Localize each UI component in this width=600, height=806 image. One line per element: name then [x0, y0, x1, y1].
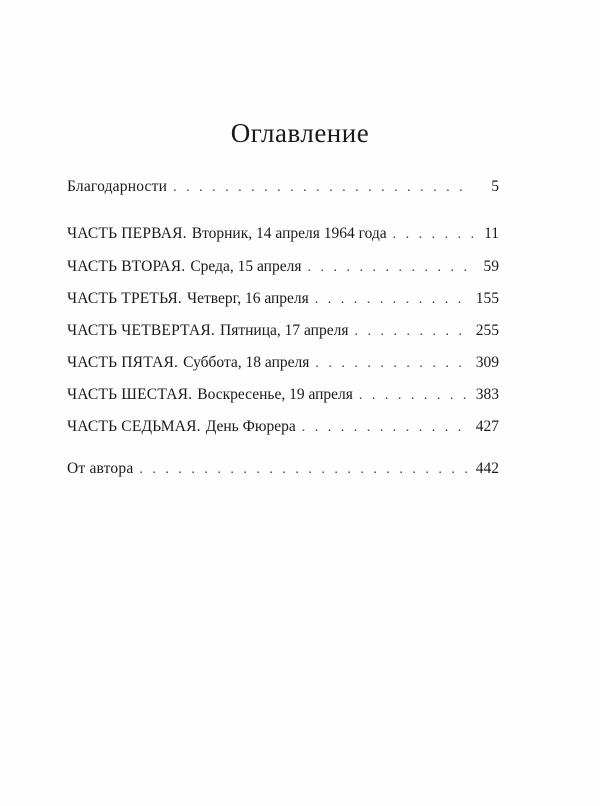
- part-subtitle: День Фюрера: [205, 418, 296, 435]
- dot-leader: [354, 324, 469, 340]
- toc-entry-part-7[interactable]: [67, 418, 499, 440]
- page-number: 255: [475, 322, 499, 339]
- dot-leader: [307, 260, 473, 276]
- entry-title: Благодарности: [67, 178, 168, 195]
- part-subtitle: Четверг, 16 апреля: [187, 290, 309, 307]
- part-subtitle: Вторник, 14 апреля 1964 года: [191, 225, 387, 242]
- part-label: ЧАСТЬ ТРЕТЬЯ.: [67, 290, 182, 307]
- page-number: 5: [491, 178, 499, 195]
- part-label: ЧАСТЬ ПЕРВАЯ.: [67, 225, 187, 242]
- page-number: 427: [475, 418, 499, 435]
- entry-title: От автора: [67, 460, 134, 477]
- dot-leader: [315, 292, 470, 308]
- page-number: 155: [475, 290, 499, 307]
- dot-leader: [315, 356, 469, 372]
- page-number: 11: [484, 225, 499, 242]
- toc-entry-part-5[interactable]: [67, 354, 499, 376]
- dot-leader: [393, 227, 473, 243]
- toc-entry-part-4[interactable]: [67, 322, 499, 344]
- part-subtitle: Среда, 15 апреля: [190, 258, 302, 275]
- part-label: ЧАСТЬ СЕДЬМАЯ.: [67, 418, 201, 435]
- page-number: 309: [475, 354, 499, 371]
- page-number: 383: [475, 386, 499, 403]
- part-label: ЧАСТЬ ВТОРАЯ.: [67, 258, 186, 275]
- part-label: ЧАСТЬ ШЕСТАЯ.: [67, 386, 193, 403]
- dot-leader: [359, 388, 470, 404]
- dot-leader: [173, 180, 473, 196]
- dot-leader: [139, 462, 469, 478]
- toc-entry-part-6[interactable]: [67, 386, 499, 408]
- toc-entry-part-1[interactable]: [67, 225, 499, 247]
- toc-entry-authors-note[interactable]: [67, 460, 499, 482]
- toc-entry-part-2[interactable]: [67, 258, 499, 280]
- page-number: 59: [483, 258, 499, 275]
- toc-entry-part-3[interactable]: [67, 290, 499, 312]
- page-number: 442: [475, 460, 499, 477]
- part-subtitle: Воскресенье, 19 апреля: [197, 386, 353, 403]
- page-title: Оглавление: [230, 118, 370, 148]
- part-subtitle: Пятница, 17 апреля: [220, 322, 349, 339]
- part-label: ЧАСТЬ ПЯТАЯ.: [67, 354, 179, 371]
- part-label: ЧАСТЬ ЧЕТВЕРТАЯ.: [67, 322, 216, 339]
- dot-leader: [302, 420, 470, 436]
- part-subtitle: Суббота, 18 апреля: [183, 354, 310, 371]
- toc-entry-acknowledgements[interactable]: [67, 178, 499, 200]
